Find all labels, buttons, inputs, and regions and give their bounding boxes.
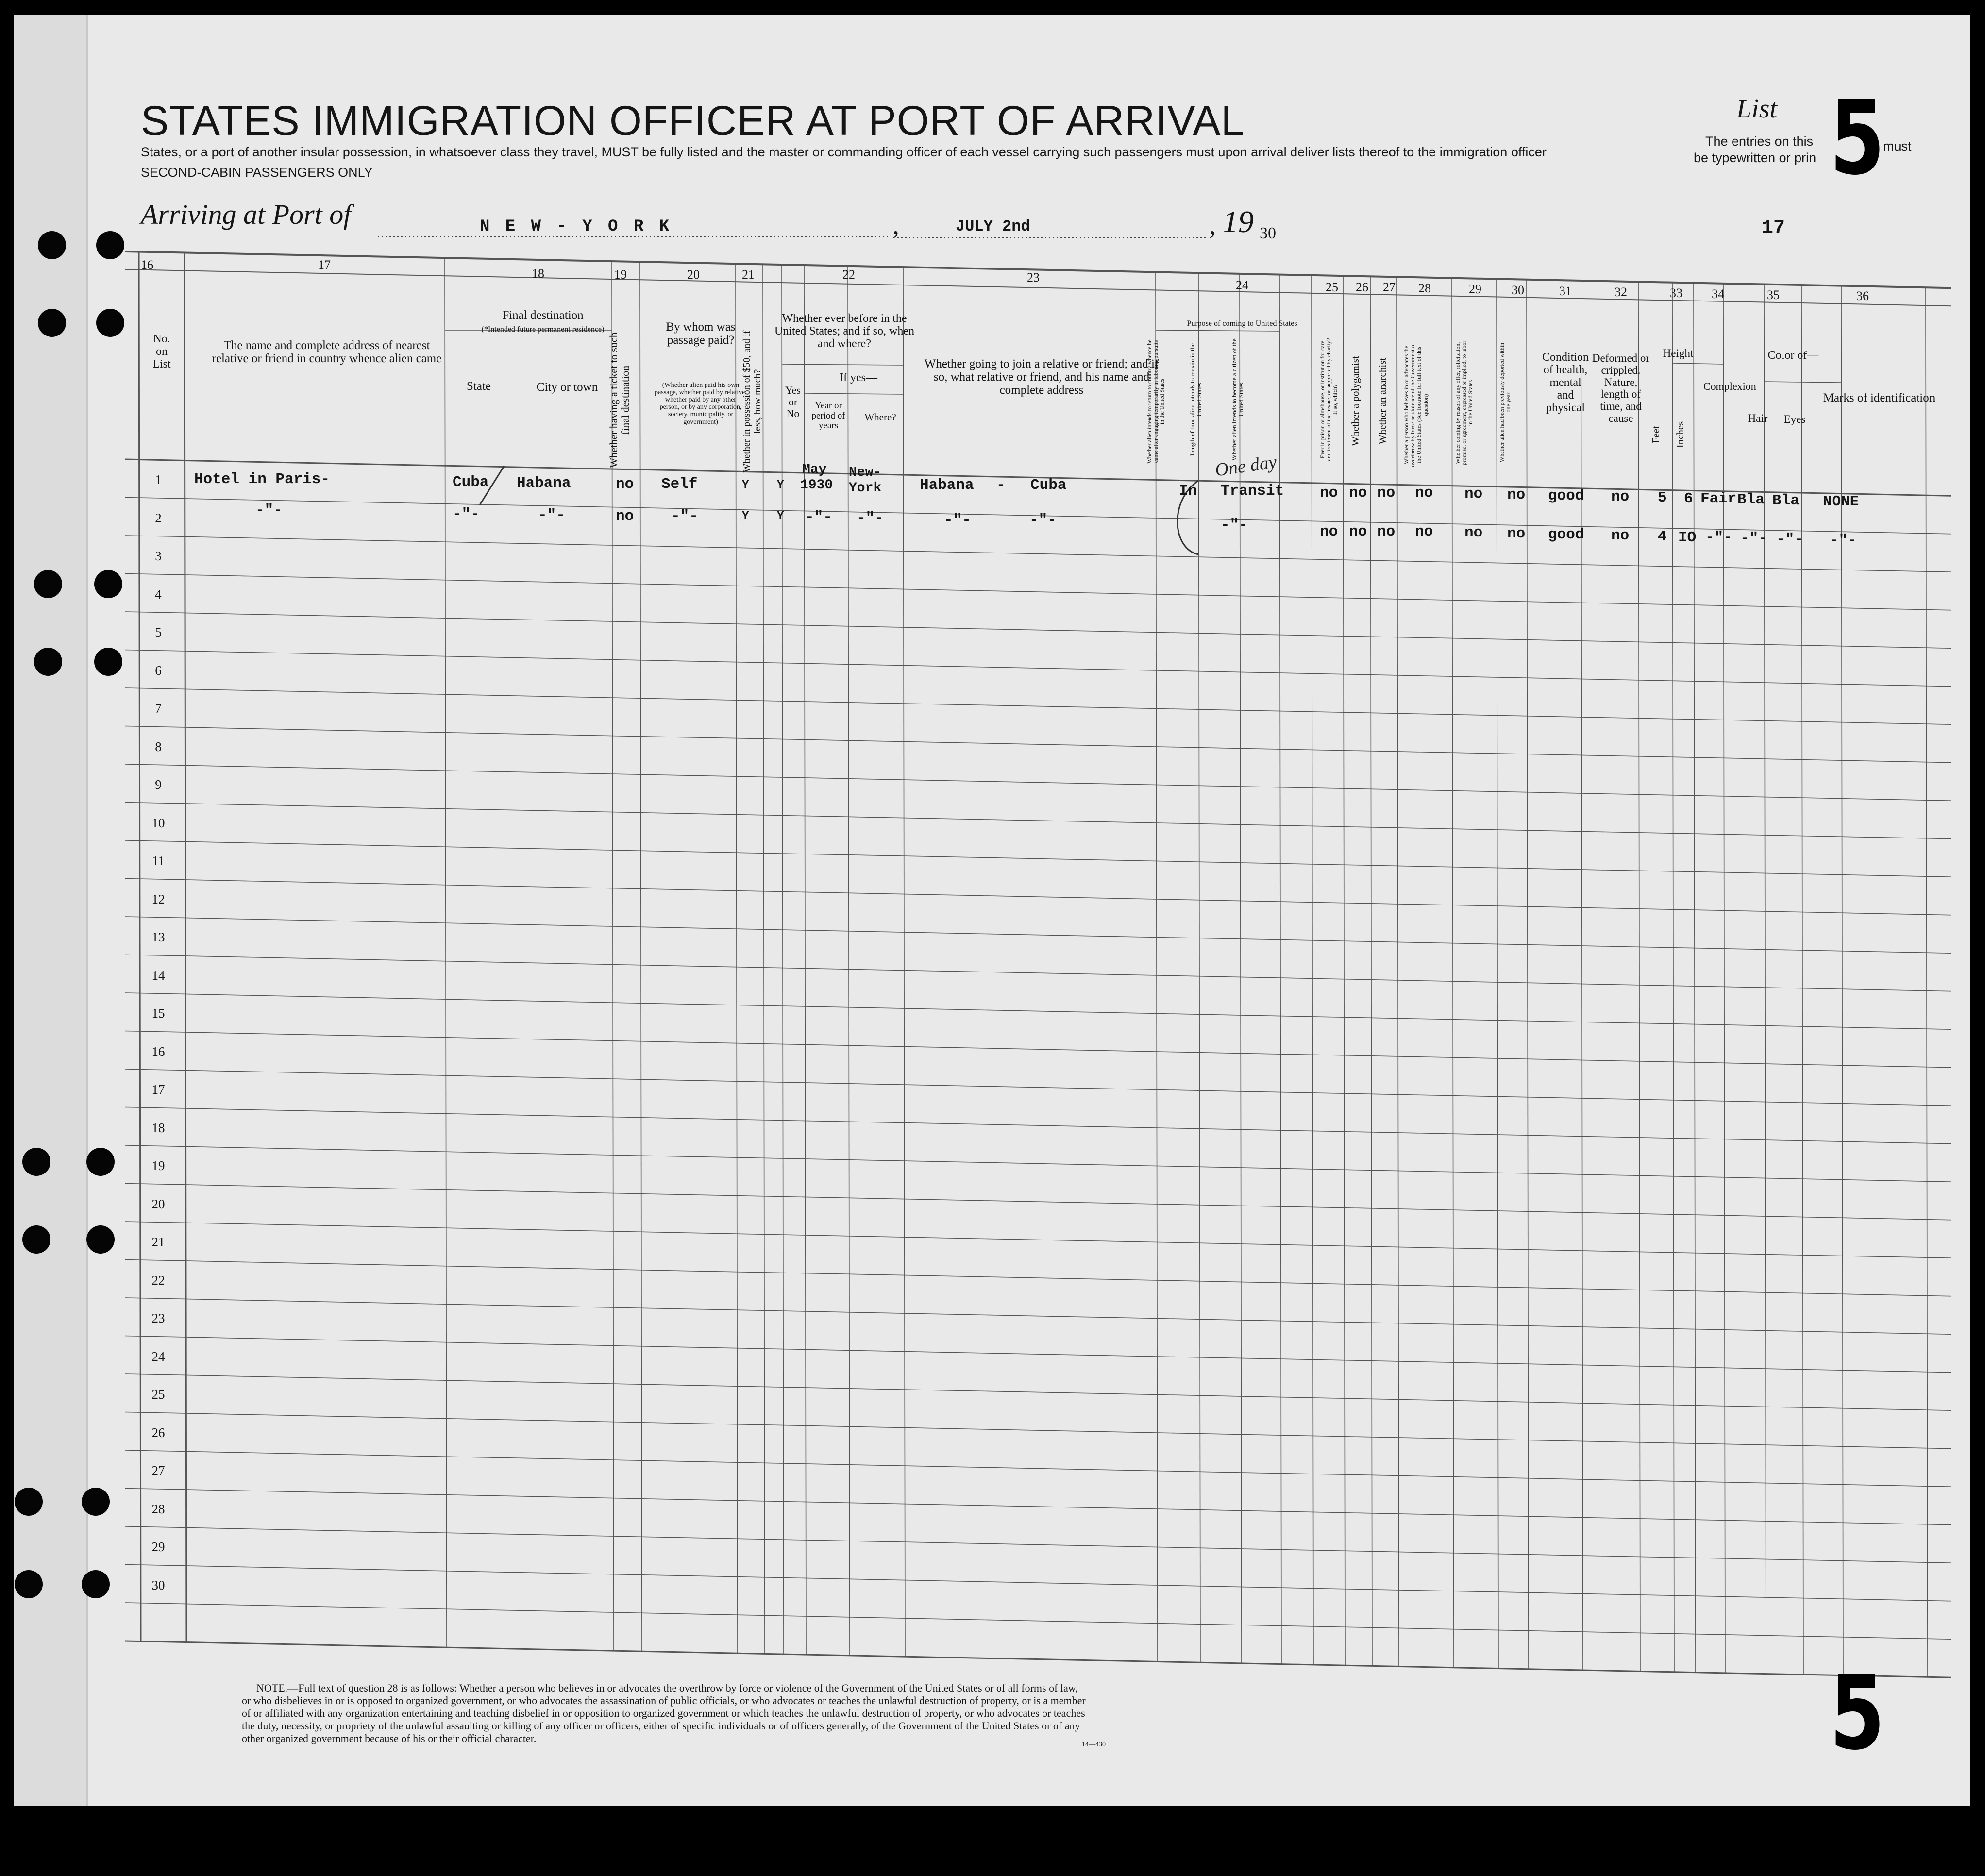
column-number: 36: [1856, 289, 1869, 303]
row-2-year: -"-: [805, 509, 832, 526]
row-2-join-country: -"-: [1029, 512, 1057, 529]
row-number: 21: [151, 1235, 165, 1249]
column-number: 26: [1356, 280, 1368, 294]
row-1-complexion: Fair: [1700, 490, 1737, 507]
row-rule: [125, 1260, 1951, 1296]
row-rule: [125, 917, 1951, 953]
complexion-header: Complexion: [1703, 380, 1756, 392]
row-number: 26: [151, 1425, 165, 1440]
row-number: 18: [151, 1120, 165, 1135]
row-number: 7: [155, 701, 162, 716]
row-number: 3: [155, 549, 162, 563]
join-relative-header: Whether going to join a relative or friend; and if so, what relative or friend, and his name and complete address: [924, 357, 1159, 397]
row-rule: [125, 1489, 1951, 1525]
color-of-header: Color of—: [1767, 349, 1819, 362]
column-number: 22: [842, 268, 855, 282]
feet-header: Feet: [1650, 425, 1662, 444]
row-1-paid: Self: [661, 476, 698, 493]
row-2-state: -"-: [453, 506, 480, 523]
subheader-rule: [1156, 330, 1279, 331]
row-1-c26: no: [1349, 485, 1367, 502]
column-number: 27: [1383, 280, 1396, 294]
arriving-label: Arriving at Port of: [141, 199, 352, 230]
row-number: 25: [151, 1387, 165, 1402]
column-number: 18: [532, 267, 544, 281]
city-header: City or town: [536, 381, 598, 394]
footnote: other organized government because of his or their official character.: [242, 1732, 537, 1744]
row-rule: [125, 1298, 1951, 1334]
row-2-eyes: -"-: [1776, 531, 1803, 548]
row-number: 17: [151, 1082, 165, 1097]
row-number: 12: [151, 891, 165, 906]
row-rule: [125, 1526, 1951, 1563]
row-2-deformed: no: [1611, 527, 1630, 544]
where-header: Where?: [864, 411, 896, 423]
column-number: 23: [1027, 270, 1040, 285]
punch-hole: [96, 309, 124, 337]
row-rule: [125, 612, 1951, 648]
form-number: 14—430: [1082, 1741, 1106, 1748]
column-number: 21: [742, 268, 755, 282]
polygamist-header: Whether a polygamist: [1349, 356, 1361, 446]
purpose-length-header: Length of time alien intends to remain in the United States: [1189, 343, 1203, 456]
row-1-state: Cuba: [453, 474, 489, 491]
inches-header: Inches: [1674, 421, 1686, 448]
punch-hole: [34, 648, 62, 676]
purpose-return-header: Whether alien intends to return to country whence he came after engaging temporarily in laboring pursuits in the United States: [1146, 339, 1166, 464]
row-1-join-city: Habana: [920, 477, 974, 494]
row-rule: [125, 574, 1951, 610]
hair-header: Hair: [1748, 412, 1768, 424]
row-2-hair: -"-: [1740, 530, 1767, 547]
row-number: 2: [155, 510, 162, 525]
column-number: 33: [1670, 286, 1682, 300]
prison-header: Ever in prison or almshouse, or institution for care and treatment of the insane, or supported by charity? If so, which?: [1319, 338, 1339, 461]
final-destination-header: Final destination: [502, 309, 584, 322]
eyes-header: Eyes: [1783, 413, 1806, 425]
row-1-ticket: no: [616, 476, 634, 493]
overthrow-header: Whether a person who believes in or advocates the overthrow by force or violence of the Government of the United States (See footnote for full text of this question): [1403, 343, 1429, 467]
row-2-purpose: -"-: [1221, 517, 1248, 534]
marks-header: Marks of identification: [1823, 391, 1935, 404]
row-1-hair: Bla: [1737, 491, 1765, 508]
row-number: 20: [151, 1196, 165, 1211]
row-number: 30: [151, 1577, 165, 1592]
table-grid: [14, 15, 1970, 1806]
year-suffix: 30: [1260, 224, 1276, 242]
row-1-purpose: In: [1179, 483, 1197, 500]
row-2-c27: no: [1377, 523, 1396, 540]
row-rule: [125, 688, 1951, 724]
punch-hole: [22, 1225, 50, 1254]
page-number: 17: [1762, 218, 1785, 239]
row-number: 13: [151, 930, 165, 944]
punch-hole: [94, 648, 122, 676]
row-1-relative: Hotel in Paris-: [194, 471, 330, 488]
row-1-deformed: no: [1611, 488, 1630, 505]
row-number: 9: [155, 777, 162, 792]
row-rule: [125, 1145, 1951, 1182]
punch-hole: [86, 1148, 115, 1176]
row-rule: [125, 1184, 1951, 1220]
list-number: 5: [1830, 79, 1885, 198]
row-1-marks: NONE: [1823, 493, 1859, 510]
row-rule: [125, 1336, 1951, 1373]
ever-before-header: Whether ever before in the United States; and if so, when and where?: [774, 312, 914, 350]
row-rule: [125, 650, 1951, 687]
footnote: or who disbelieves in or is opposed to organized government, or who advocates the assassination of public officials, or who advocates or teaches the unlawful destruction of property, or is a member: [242, 1694, 1086, 1707]
row-1-year: May: [802, 462, 827, 477]
year-period-header: Year or period of years: [811, 401, 845, 431]
row-rule: [125, 764, 1951, 801]
row-1-c27: no: [1377, 485, 1396, 502]
row-rule: [125, 1107, 1951, 1144]
table-bottom-rule: [125, 1641, 1951, 1677]
row-1-c28: no: [1415, 485, 1433, 502]
anarchist-header: Whether an anarchist: [1377, 357, 1388, 445]
row-number: 22: [151, 1273, 165, 1288]
purpose-citizen-header: Whether alien intends to become a citizen of the United States: [1230, 338, 1245, 461]
row-rule: [125, 993, 1951, 1029]
list-note-must: must: [1883, 139, 1912, 153]
punch-hole: [82, 1570, 110, 1598]
yes-no-header: Yes or No: [785, 384, 801, 419]
row-2-relative: -"-: [255, 502, 283, 519]
footnote: the duty, necessity, or propriety of the unlawful assaulting or killing of any officer or officers, either of specific individuals or of officers generally, of the Government of the United States or of any: [242, 1720, 1080, 1732]
row-rule: [125, 1565, 1951, 1601]
row-1-health: good: [1548, 487, 1584, 504]
row-number: 19: [151, 1158, 165, 1173]
punch-hole: [94, 570, 122, 598]
money-header: Whether in possession of $50, and if less, how much?: [741, 330, 763, 473]
row-number: 10: [151, 815, 165, 830]
row-rule: [125, 726, 1951, 763]
comma: ,: [1209, 210, 1216, 240]
instructions-line-2: SECOND-CABIN PASSENGERS ONLY: [141, 165, 373, 180]
row-2-c30: no: [1507, 525, 1526, 542]
row-1-c29: no: [1464, 486, 1483, 502]
purpose-header: Purpose of coming to United States: [1187, 319, 1297, 328]
list-note: The entries on this: [1705, 134, 1814, 149]
row-2-money: Y: [742, 510, 749, 523]
punch-hole: [86, 1225, 115, 1254]
row-2-join-city: -"-: [944, 512, 971, 529]
row-1-c30: no: [1507, 486, 1526, 503]
footnote: of or affiliated with any organization entertaining and teaching disbelief in or opposition to organized government or which teaches the unlawful destruction of property, or who advocates or teaches: [242, 1707, 1085, 1719]
row-2-complexion: -"-: [1705, 529, 1733, 546]
column-number: 35: [1767, 288, 1780, 302]
row-2-where: -"-: [857, 510, 884, 527]
punch-hole: [96, 231, 124, 259]
row-1-purpose-handwritten: One day: [1213, 452, 1278, 481]
row-number: 23: [151, 1311, 165, 1325]
column-number: 31: [1559, 284, 1572, 298]
row-number: 5: [155, 625, 162, 639]
port-value: N E W - Y O R K: [480, 218, 673, 236]
row-1-city: Habana: [517, 475, 571, 492]
state-header: State: [467, 380, 491, 393]
subheader-rule: [1672, 363, 1723, 364]
column-number: 24: [1236, 278, 1248, 292]
row-2-c25: no: [1320, 523, 1338, 540]
passage-paid-note: (Whether alien paid his own passage, whether paid by relative, whether paid by any other person, or by any corporation, society, municipality, or government): [655, 382, 747, 426]
row-number: 14: [151, 968, 165, 983]
row-number: 6: [155, 663, 162, 678]
row-1-join-country: Cuba: [1030, 477, 1067, 494]
column-number: 16: [141, 258, 153, 272]
row-1-join-dash: -: [996, 477, 1006, 494]
row-number: 16: [151, 1044, 165, 1059]
final-destination-note: (*Intended future permanent residence): [481, 325, 605, 334]
column-number: 17: [318, 258, 331, 272]
labor-offer-header: Whether coming by reason of any offer, solicitation, promise, or agreement, expressed or implied, to labor in the United States: [1454, 340, 1474, 466]
punch-hole: [15, 1488, 43, 1516]
column-number: 30: [1512, 283, 1524, 297]
column-number: 32: [1615, 285, 1627, 299]
row-rule: [125, 1412, 1951, 1449]
bottom-list-number: 5: [1830, 1654, 1885, 1773]
row-rule: [125, 840, 1951, 877]
page-title: STATES IMMIGRATION OFFICER AT PORT OF ARRIVAL: [141, 98, 1245, 144]
punch-hole: [82, 1488, 110, 1516]
row-number: 1: [155, 472, 162, 487]
row-2-feet: 4: [1658, 528, 1667, 545]
health-header: Condition of health, mental and physical: [1542, 351, 1589, 414]
if-yes-header: If yes—: [840, 371, 877, 384]
column-number: 28: [1418, 281, 1431, 295]
subheader-rule: [782, 364, 903, 365]
row-2-c29: no: [1464, 524, 1483, 541]
row-1-money: Y: [742, 479, 749, 492]
column-number: 19: [614, 268, 627, 282]
row-rule: [125, 1603, 1951, 1639]
ticket-header: Whether having a ticket to such final destination: [607, 332, 632, 468]
instructions-line: States, or a port of another insular possession, in whatsoever class they travel, MUST be fully listed and the master or commanding officer of each vessel carrying such passengers must upon arrival deliver lists thereof to the immigration officer: [141, 145, 1547, 159]
row-1-yes-no: Y: [777, 479, 784, 492]
list-note: be typewritten or prin: [1694, 151, 1817, 165]
row-2-city: -"-: [538, 507, 565, 524]
column-number: 34: [1712, 287, 1724, 301]
row-1-year: 1930: [800, 478, 833, 493]
column-number: 29: [1469, 282, 1481, 296]
row-1-c25: no: [1320, 485, 1338, 502]
row-2-health: good: [1548, 526, 1584, 543]
date-value: JULY 2nd: [956, 218, 1030, 235]
row-2-inches: IO: [1678, 529, 1697, 546]
row-1-eyes: Bla: [1772, 492, 1800, 509]
punch-hole: [38, 309, 66, 337]
row-1-purpose: Transit: [1221, 483, 1284, 500]
row-number: 8: [155, 739, 162, 754]
row-rule: [125, 879, 1951, 915]
column-number: 20: [687, 268, 700, 282]
passage-paid-header: By whom was passage paid?: [666, 320, 736, 347]
row-2-c28: no: [1415, 523, 1433, 540]
manifest-sheet: [14, 15, 1970, 1806]
comma: ,: [892, 210, 899, 240]
row-1-feet: 5: [1658, 489, 1667, 506]
no-on-list-header: No. on List: [152, 333, 171, 370]
row-2-yes-no: Y: [777, 510, 784, 523]
footnote: NOTE.—Full text of question 28 is as follows: Whether a person who believes in or advocates the overthrow by force or violence of the Government of the United States or of all forms of law,: [256, 1682, 1078, 1694]
row-rule: [125, 1069, 1951, 1106]
deformed-header: Deformed or crippled. Nature, length of time, and cause: [1592, 352, 1650, 425]
row-number: 24: [151, 1349, 165, 1364]
row-number: 4: [155, 586, 162, 602]
row-rule: [125, 955, 1951, 991]
row-rule: [125, 1031, 1951, 1068]
row-1-inches: 6: [1684, 490, 1693, 507]
punch-hole: [38, 231, 66, 259]
punch-hole: [15, 1570, 43, 1598]
row-rule: [125, 1374, 1951, 1410]
nearest-relative-header: The name and complete address of nearest relative or friend in country whence alien came: [212, 339, 442, 365]
row-number: 11: [152, 854, 165, 868]
row-2-marks: -"-: [1830, 532, 1857, 549]
row-1-where: New-: [849, 465, 882, 480]
row-number: 28: [151, 1501, 165, 1516]
subheader-rule: [1764, 382, 1841, 383]
row-2-ticket: no: [616, 508, 634, 525]
row-2-paid: -"-: [671, 508, 698, 525]
row-rule: [125, 803, 1951, 839]
row-rule: [125, 1450, 1951, 1487]
deported-header: Whether alien had been previously deported within one year: [1498, 343, 1512, 462]
row-number: 15: [151, 1006, 165, 1021]
row-1-where: York: [849, 481, 882, 496]
row-2-c26: no: [1349, 523, 1367, 540]
row-number: 27: [151, 1463, 165, 1478]
height-header: Height: [1663, 347, 1694, 359]
list-label: List: [1736, 94, 1778, 124]
year-prefix: 19: [1223, 204, 1254, 239]
subheader-rule: [804, 393, 903, 394]
row-number: 29: [151, 1540, 165, 1554]
row-rule: [125, 1222, 1951, 1258]
column-number: 25: [1326, 280, 1338, 294]
row-rule: [125, 536, 1951, 572]
punch-hole: [34, 570, 62, 598]
punch-hole: [22, 1148, 50, 1176]
